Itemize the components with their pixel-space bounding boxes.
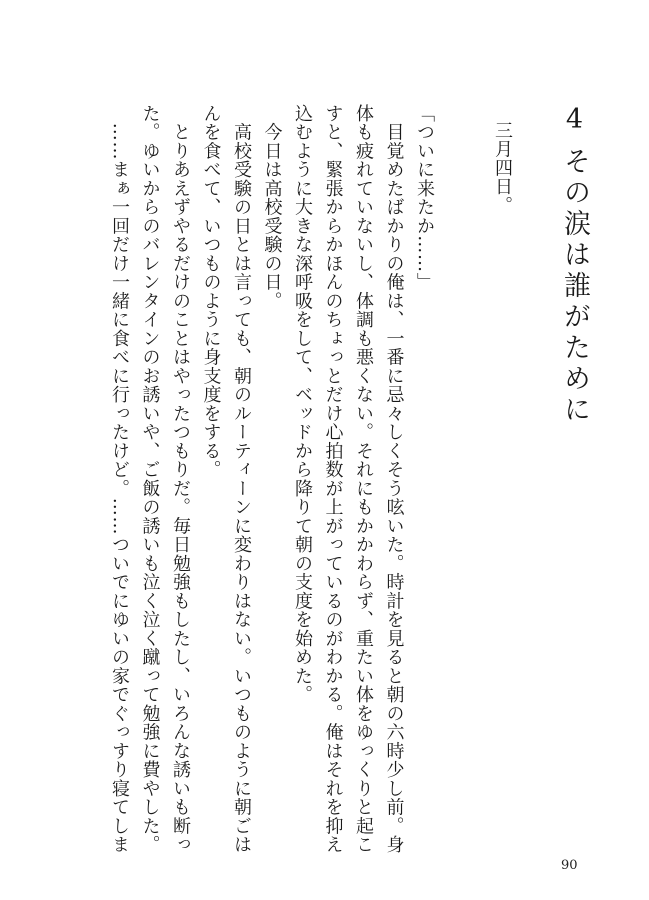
text-line: 込むように大きな深呼吸をして、ベッドから降りて朝の支度を始めた。 [292, 104, 313, 704]
text-line: とりあえずやるだけのことはやったつもりだ。毎日勉強もしたし、いろんな誘いも断っ [170, 104, 191, 854]
text-line: 目覚めたばかりの俺は、一番に忌々しくそう呟いた。時計を見ると朝の六時少し前。身 [383, 104, 405, 854]
text-line: ……まぁ一回だけ一緒に食べに行ったけど。……ついでにゆいの家でぐっすり寝てしま [109, 104, 130, 854]
date-line: 三月四日。 [492, 121, 513, 215]
chapter-number: 4 [565, 106, 584, 133]
body-text [104, 104, 440, 854]
text-line: んを食べて、いつものように身支度をする。 [200, 104, 222, 479]
page-number: 90 [561, 858, 578, 873]
chapter-title: その涙は誰がために [559, 147, 590, 426]
text-line: 高校受験の日とは言っても、朝のルーティーンに変わりはない。いつものように朝ごは [231, 104, 252, 854]
text-line: すと、緊張からかほんのちょっとだけ心拍数が上がっているのがわかる。俺はそれを抑え [322, 104, 344, 854]
text-line: 体も疲れていないし、体調も悪くない。それにもかかわらず、重たい体をゆっくりと起こ [353, 104, 374, 854]
text-line: た。ゆいからのバレンタインのお誘いや、ご飯の誘いも泣く泣く蹴って勉強に費やした。 [139, 104, 161, 854]
text-line: 今日は高校受験の日。 [261, 104, 283, 311]
chapter-heading [554, 106, 594, 426]
text-line: 「ついに来たか……」 [414, 104, 435, 292]
